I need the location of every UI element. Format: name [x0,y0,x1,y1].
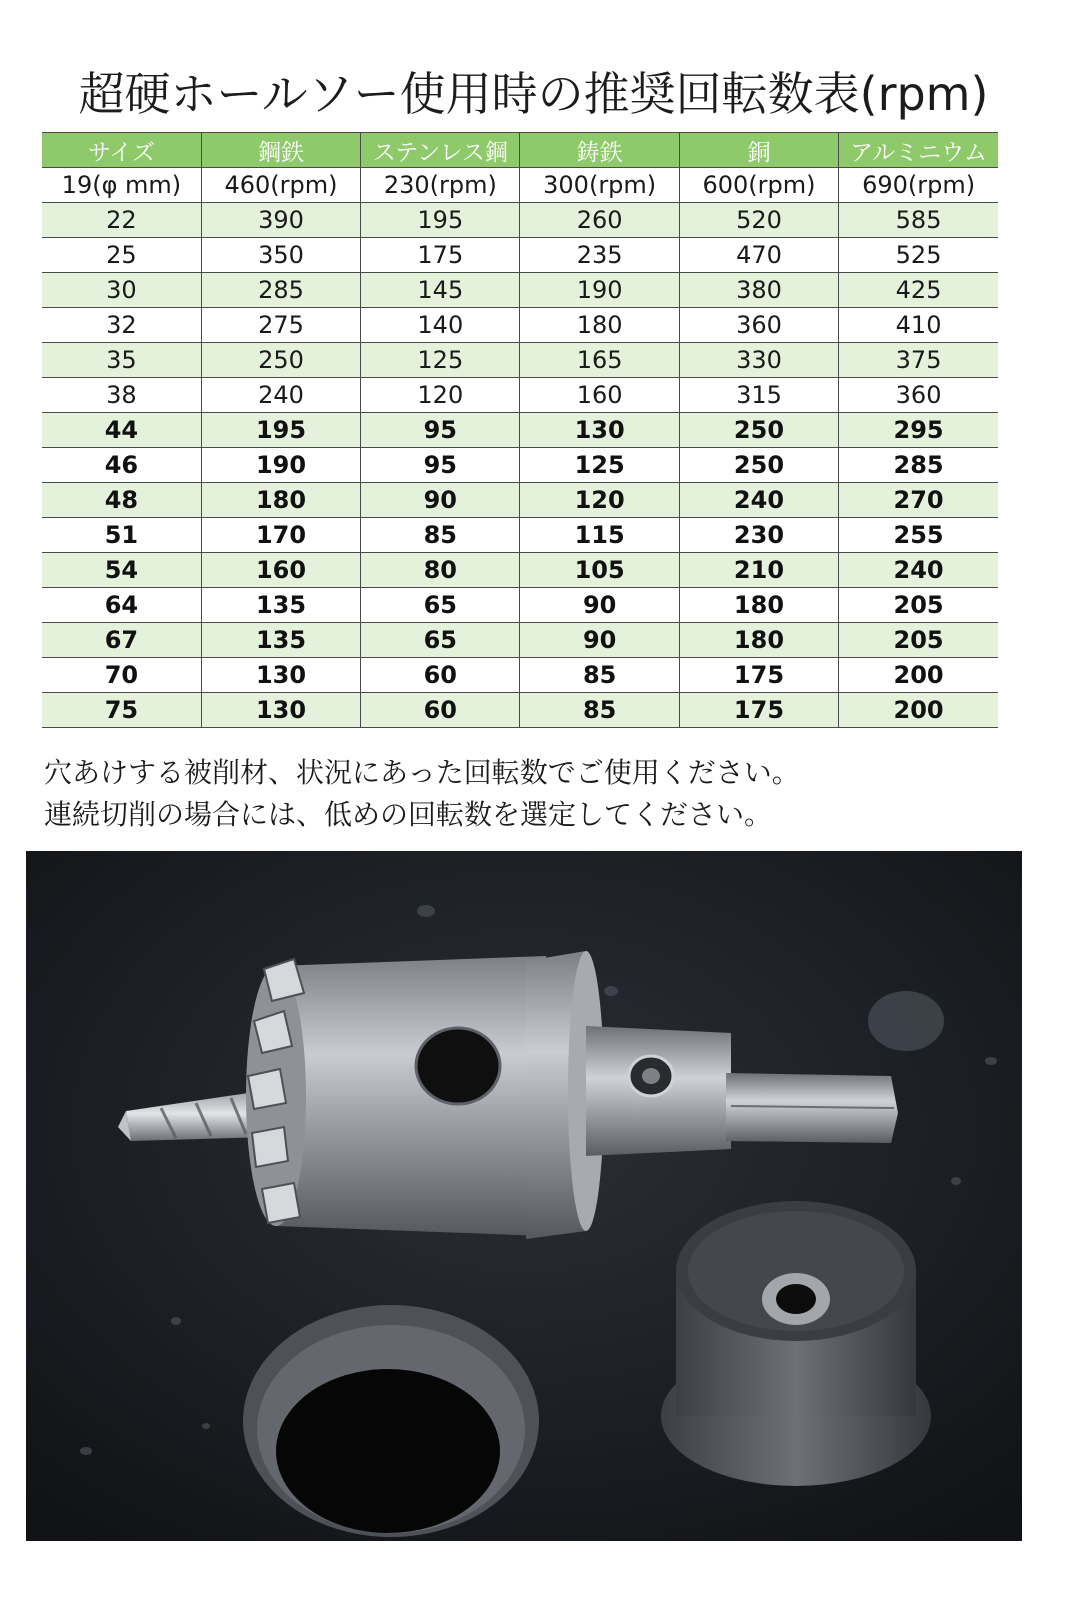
cell-steel: 195 [201,413,360,448]
product-photo [26,851,1022,1541]
cell-steel: 390 [201,203,360,238]
cell-cast-iron: 130 [520,413,679,448]
cell-size: 44 [42,413,201,448]
cell-aluminum: 425 [839,273,998,308]
cell-aluminum: 240 [839,553,998,588]
cell-cast-iron: 125 [520,448,679,483]
cell-size: 64 [42,588,201,623]
cell-cast-iron: 160 [520,378,679,413]
table-body [42,168,998,728]
cell-copper: 175 [679,693,838,728]
cell-cast-iron: 165 [520,343,679,378]
cell-stainless: 80 [361,553,520,588]
cell-steel: 350 [201,238,360,273]
cell-stainless: 140 [361,308,520,343]
usage-notes [44,752,800,836]
cell-copper: 250 [679,448,838,483]
cell-copper: 520 [679,203,838,238]
cell-stainless: 120 [361,378,520,413]
cell-size: 25 [42,238,201,273]
cell-cast-iron: 115 [520,518,679,553]
cell-stainless: 125 [361,343,520,378]
table-row [42,308,998,343]
cell-cast-iron: 90 [520,588,679,623]
cell-size: 51 [42,518,201,553]
cell-aluminum: 375 [839,343,998,378]
table-row [42,413,998,448]
cell-copper: 470 [679,238,838,273]
cell-size: 22 [42,203,201,238]
cell-cast-iron: 90 [520,623,679,658]
cell-size: 32 [42,308,201,343]
column-header-steel: 鋼鉄 [201,133,360,168]
cell-steel: 190 [201,448,360,483]
cell-cast-iron: 235 [520,238,679,273]
cell-cast-iron: 85 [520,693,679,728]
column-header-aluminum: アルミニウム [839,133,998,168]
table-row [42,168,998,203]
table-row [42,553,998,588]
cell-steel: 240 [201,378,360,413]
cell-stainless: 60 [361,693,520,728]
cell-stainless: 95 [361,448,520,483]
cell-size: 67 [42,623,201,658]
cell-steel: 160 [201,553,360,588]
cell-copper: 250 [679,413,838,448]
hole-saw-illustration [26,851,1022,1541]
cell-aluminum: 255 [839,518,998,553]
table-row [42,518,998,553]
cell-cast-iron: 190 [520,273,679,308]
cell-cast-iron: 85 [520,658,679,693]
column-header-size: サイズ [42,133,201,168]
cell-size: 46 [42,448,201,483]
cell-steel: 250 [201,343,360,378]
cell-aluminum: 285 [839,448,998,483]
column-header-stainless: ステンレス鋼 [361,133,520,168]
cell-size: 19(φ mm) [42,168,201,203]
cell-stainless: 60 [361,658,520,693]
cell-size: 70 [42,658,201,693]
cell-aluminum: 525 [839,238,998,273]
cell-cast-iron: 105 [520,553,679,588]
cell-stainless: 85 [361,518,520,553]
column-header-cast-iron: 鋳鉄 [520,133,679,168]
cell-aluminum: 690(rpm) [839,168,998,203]
cell-aluminum: 295 [839,413,998,448]
cell-steel: 135 [201,588,360,623]
cell-size: 35 [42,343,201,378]
cell-aluminum: 200 [839,658,998,693]
cell-steel: 130 [201,693,360,728]
cell-copper: 180 [679,588,838,623]
cell-size: 75 [42,693,201,728]
cell-stainless: 95 [361,413,520,448]
cell-cast-iron: 260 [520,203,679,238]
cell-copper: 230 [679,518,838,553]
cell-size: 54 [42,553,201,588]
cell-aluminum: 410 [839,308,998,343]
cell-steel: 130 [201,658,360,693]
column-header-copper: 銅 [679,133,838,168]
cell-size: 48 [42,483,201,518]
cell-stainless: 65 [361,623,520,658]
cell-cast-iron: 300(rpm) [520,168,679,203]
table-row [42,483,998,518]
cell-steel: 285 [201,273,360,308]
cell-steel: 460(rpm) [201,168,360,203]
cell-copper: 240 [679,483,838,518]
cell-aluminum: 205 [839,623,998,658]
cell-copper: 180 [679,623,838,658]
cell-aluminum: 200 [839,693,998,728]
cell-steel: 180 [201,483,360,518]
cell-stainless: 175 [361,238,520,273]
table-row [42,378,998,413]
table-row [42,658,998,693]
cell-stainless: 145 [361,273,520,308]
cell-copper: 315 [679,378,838,413]
cell-stainless: 195 [361,203,520,238]
cell-copper: 175 [679,658,838,693]
note-line-2: 連続切削の場合には、低めの回転数を選定してください。 [44,798,773,831]
cell-stainless: 230(rpm) [361,168,520,203]
table-row [42,203,998,238]
cell-aluminum: 360 [839,378,998,413]
cell-stainless: 90 [361,483,520,518]
table-row [42,588,998,623]
cell-copper: 600(rpm) [679,168,838,203]
table-row [42,448,998,483]
table-row [42,238,998,273]
cell-aluminum: 585 [839,203,998,238]
cell-steel: 275 [201,308,360,343]
cell-aluminum: 205 [839,588,998,623]
cell-stainless: 65 [361,588,520,623]
page-title: 超硬ホールソー使用時の推奨回転数表(rpm) [78,67,989,121]
cell-steel: 170 [201,518,360,553]
cell-size: 38 [42,378,201,413]
cell-copper: 210 [679,553,838,588]
cell-copper: 360 [679,308,838,343]
cell-cast-iron: 180 [520,308,679,343]
table-header-row [42,133,998,168]
cell-copper: 380 [679,273,838,308]
table-row [42,273,998,308]
rpm-table [42,132,998,728]
cell-size: 30 [42,273,201,308]
cell-steel: 135 [201,623,360,658]
note-line-1: 穴あけする被削材、状況にあった回転数でご使用ください。 [44,756,800,789]
cell-cast-iron: 120 [520,483,679,518]
table-row [42,693,998,728]
cell-copper: 330 [679,343,838,378]
table-row [42,343,998,378]
table-row [42,623,998,658]
cell-aluminum: 270 [839,483,998,518]
